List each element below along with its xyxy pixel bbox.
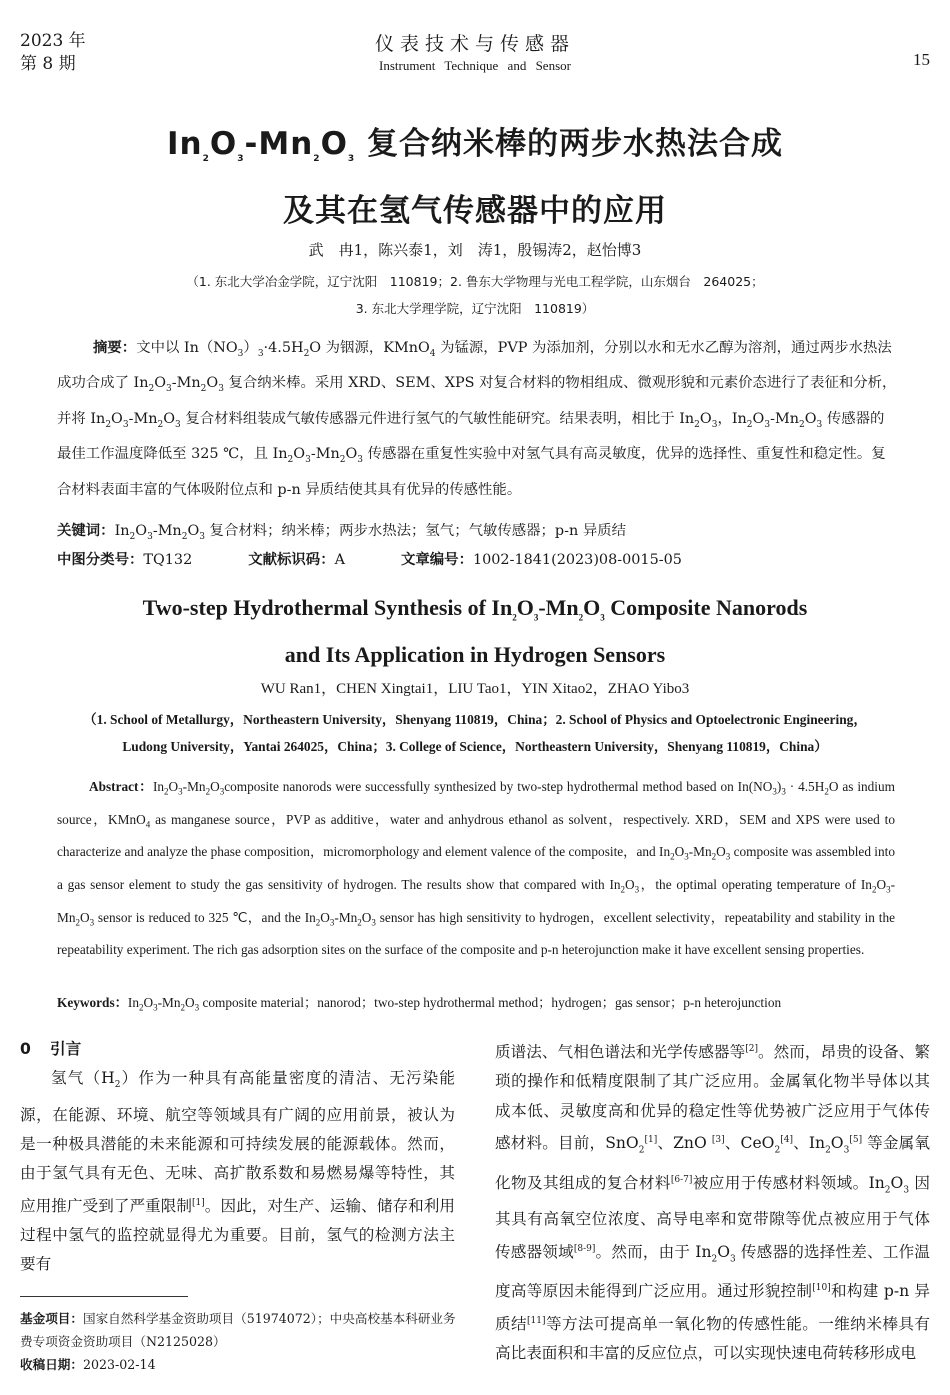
body-paragraph: 氢气$(H_2)$作为一种具有高能量密度的清洁、无污染能源，在能源、环境、航空等领域具有广阔的应用前景，被认为是一种极具潜能的未来能源和可持续发展的能源载体。然而，由于氢气具有无色、无味、高扩散系数和易燃易爆等特性，其应用推广受到了严重限制[1]。因此，对生产、运输、储存和利用过程中氢气的监控就显得尤为重要。目前，氢气的检测方法主要有 — [20, 1069, 455, 1274]
authors-en: WU Ran1，CHEN Xingtai1，LIU Tao1，YIN Xitao2，ZHAO Yibo3 — [260, 681, 690, 697]
citation: [1] — [192, 1197, 205, 1208]
footnote — [20, 1307, 460, 1376]
body-left-column — [20, 1035, 455, 1280]
citation: [4] — [780, 1135, 793, 1146]
issue-year: 2023 年 — [20, 31, 86, 51]
title-cn-line1: $In_2O_3-Mn_2O_3$ 复合纳米棒的两步水热法合成 — [167, 126, 783, 165]
clc-value: TQ132 — [143, 552, 193, 568]
authors-cn: 武 冉1，陈兴泰1，刘 涛1，殷锡涛2，赵怡博3 — [308, 241, 642, 259]
title-en — [0, 589, 950, 674]
classification-line: 中图分类号：TQ132 文献标识码：A 文章编号：1002-1841(2023)08-0015-05 — [57, 552, 682, 568]
citation: [11] — [527, 1315, 546, 1326]
keywords-en: Keywords：$In_2O_3-Mn_2O_3$ composite material；nanorod；two-step hydrothermal method；hydrogen；gas sensor；p-n heterojunction — [57, 995, 782, 1013]
title-cn — [0, 118, 950, 237]
abstract-en: Abstract：$In_2O_3-Mn_2O_3composite$ nanorods were successfully synthesized by two-step hydrothermal method based on $In(NO_3)_3 \cdot 4.5H_2O$ as indium source，KMnO$_4$ as manganese source，PVP as additive，water and anhydrous ethanol as solvent，respectively. XRD，SEM and XPS were used to characterize and analyze the phase composition，micromorphology and element valence of the composite，and $In_2O_3-Mn_2O_3$ composite was assembled into a gas sensor element to study the gas sensitivity of hydrogen. The results show that compared with $In_2O_3$，the optimal operating temperature of $In_2O_3-Mn_2O_3$ sensor is reduced to 325 ℃，and the $In_2O_3-Mn_2O_3$ sensor has high sensitivity to hydrogen，excellent selectivity，repeatability and stability in the repeatability experiment. The rich gas adsorption sites on the surface of the composite and p-n heterojunction make it have excellent sensing properties. — [57, 779, 896, 958]
body-paragraph-cont: 质谱法、气相色谱法和光学传感器等[2]。然而，昂贵的设备、繁琐的操作和低精度限制了其广泛应用。金属氧化物半导体以其成本低、灵敏度高和优异的稳定性等优势被广泛应用于气体传感材料。目前，SnO$_2$[1]、ZnO [3]、CeO$_2$[4]、$In_2O_3[5]$ 等金属氧化物及其组成的复合材料[6-7]被应用于传感材料领域。$In_2O_3$ 因其具有高氧空位浓度、高导电率和宽带隙等优点被应用于气体传感器领域[8-9]。然而，由于 $In_2O_3$ 传感器的选择性差、工作温度高等原因未能得到广泛应用。通过形貌控制[10]和构建 p-n 异质结[11]等方法可提高单一氧化物的传感性能。一维纳米棒具有高比表面积和丰富的反应位点，可以实现快速电荷转移形成电 — [495, 1043, 931, 1363]
abstract-cn: 摘要：文中以 $In(NO_3)_3\cdot 4.5H_2O$ 为铟源，KMnO$_4$ 为锰源，PVP 为添加剂，分别以水和无水乙醇为溶剂，通过两步水热法成功合成了 $In_2O_3-Mn_2O_3$ 复合纳米棒。采用 XRD、SEM、XPS 对复合材料的物相组成、微观形貌和元素价态进行了表征和分析，并将 $In_2O_3-Mn_2O_3$ 复合材料组装成气敏传感器元件进行氢气的气敏性能研究。结果表明，相比于 $In_2O_3$，$In_2O_3-Mn_2O_3$ 传感器的最佳工作温度降低至 325 ℃，且 $In_2O_3-Mn_2O_3$ 传感器在重复性实验中对氢气具有高灵敏度，优异的选择性、重复性和稳定性。复合材料表面丰富的气体吸附位点和 p-n 异质结使其具有优异的传感性能。 — [57, 340, 897, 498]
footnote-rule — [20, 1296, 188, 1297]
keywords-en-label: Keywords： — [57, 995, 128, 1010]
citation: [2] — [745, 1044, 758, 1054]
affiliation-cn-line1: （1. 东北大学冶金学院，辽宁沈阳 110819；2. 鲁东大学物理与光电工程学院，山东烟台 264025； — [186, 274, 764, 289]
citation: [3] — [711, 1135, 725, 1146]
page-number: 15 — [913, 50, 930, 69]
citation: [6-7] — [670, 1174, 693, 1185]
title-en-line1: Two-step Hydrothermal Synthesis of $In_2O_3-Mn_2O_3$ Composite Nanorods — [142, 595, 808, 623]
body-right-column — [495, 1035, 930, 1368]
affiliations-cn — [0, 268, 950, 322]
keywords-cn: 关键词：$In_2O_3-Mn_2O_3$ 复合材料；纳米棒；两步水热法；氢气；气敏传感器；p-n 异质结 — [57, 523, 627, 542]
citation: [8-9] — [573, 1243, 596, 1254]
abstract-en-label: Abstract： — [89, 779, 153, 794]
title-cn-line2: 及其在氢气传感器中的应用 — [283, 193, 667, 230]
issue-number: 第 8 期 — [20, 54, 76, 74]
journal-title-en: Instrument Technique and Sensor — [379, 58, 571, 73]
journal-title-cn: 仪表技术与传感器 — [374, 33, 575, 55]
section-heading: 0 引言 — [20, 1040, 82, 1058]
article-number-value: 1002-1841(2023)08-0015-05 — [472, 552, 682, 568]
affiliation-cn-line2: 3. 东北大学理学院，辽宁沈阳 110819） — [355, 301, 595, 316]
affiliation-en-line1: （1. School of Metallurgy，Northeastern University，Shenyang 110819，China；2. School of Physics and Optoelectronic Engineering， — [83, 712, 867, 727]
citation: [5] — [849, 1135, 863, 1146]
journal-header — [0, 29, 950, 74]
received-date: 收稿日期：2023-02-14 — [20, 1357, 156, 1372]
citation: [1] — [644, 1135, 658, 1146]
citation: [10] — [812, 1283, 831, 1294]
abstract-cn-label: 摘要： — [93, 340, 137, 356]
keywords-cn-label: 关键词： — [57, 523, 115, 539]
funding-note: 基金项目：国家自然科学基金资助项目（51974072）；中央高校基本科研业务费专项资金资助项目（N2125028） — [20, 1311, 456, 1349]
title-en-line2: and Its Application in Hydrogen Sensors — [284, 642, 666, 668]
doc-code-value: A — [334, 552, 345, 568]
affiliation-en-line2: Ludong University，Yantai 264025，China；3. College of Science，Northeastern University，Shenyang 110819，China） — [122, 739, 828, 754]
affiliations-en — [0, 706, 950, 760]
